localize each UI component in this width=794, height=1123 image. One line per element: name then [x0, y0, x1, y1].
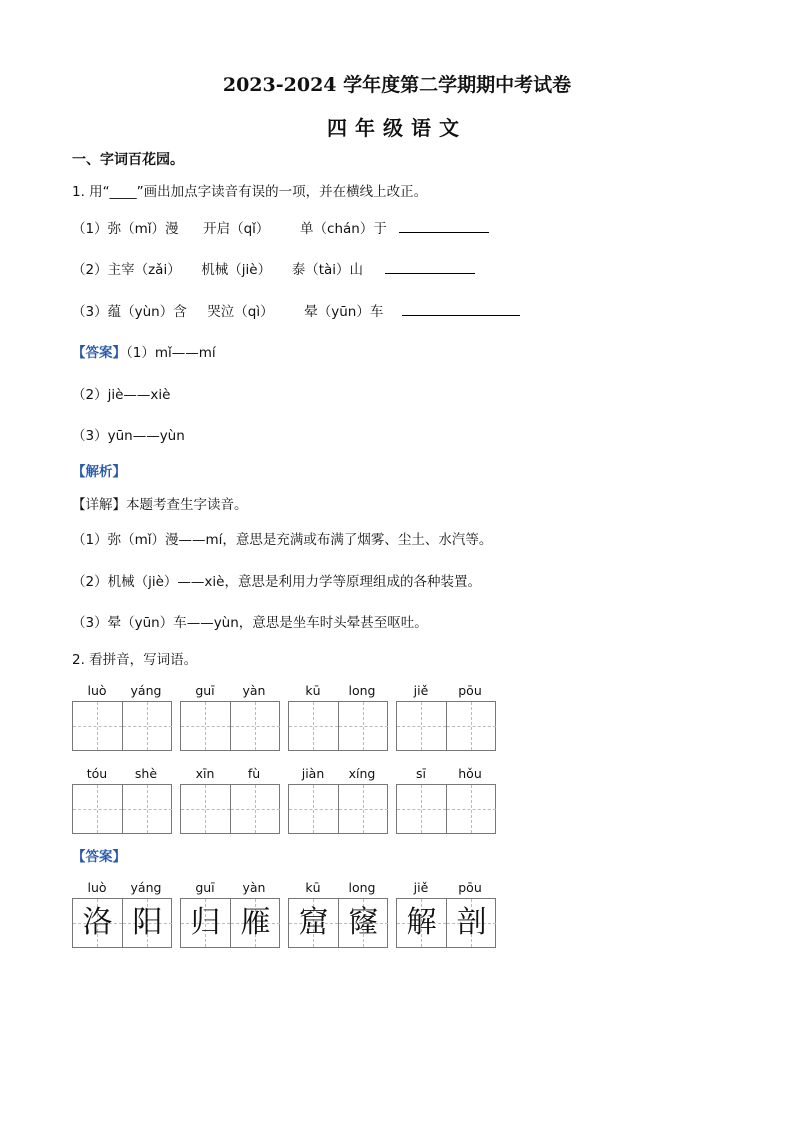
guide-line-vertical: [147, 702, 148, 750]
writing-box[interactable]: [72, 701, 172, 751]
detail-text: 本题考查生字读音。: [126, 497, 248, 513]
guide-line-vertical: [471, 702, 472, 750]
pinyin-label: tóu: [86, 766, 108, 781]
guide-line-vertical: [255, 702, 256, 750]
guide-line-vertical: [205, 702, 206, 750]
q1-item-2-a: （2）主宰（zǎi）: [72, 262, 181, 278]
writing-box: [288, 898, 388, 948]
tianzige-cell: [289, 899, 338, 947]
writing-box[interactable]: [396, 701, 496, 751]
writing-box: [396, 898, 496, 948]
pinyin-label: yáng: [130, 880, 162, 895]
answer-character: 窟: [298, 905, 329, 940]
q1-item-3: [72, 303, 520, 321]
q1-prompt: 1. 用“____”画出加点字读音有误的一项，并在横线上改正。: [72, 184, 428, 200]
writing-box[interactable]: [396, 784, 496, 834]
exam-subtitle: 四年级语文: [327, 116, 467, 140]
writing-box[interactable]: [72, 784, 172, 834]
tianzige-cell[interactable]: [446, 702, 496, 750]
writing-box[interactable]: [180, 701, 280, 751]
answer-character: 解: [406, 905, 437, 940]
tianzige-cell[interactable]: [338, 785, 388, 833]
guide-line-vertical: [471, 785, 472, 833]
tianzige-cell[interactable]: [289, 702, 338, 750]
q1-item-2-b: 机械（jiè）: [201, 262, 272, 278]
tianzige-cell: [446, 899, 496, 947]
answer-blank[interactable]: [385, 261, 475, 274]
q1-answer-1: （1）mǐ——mí: [126, 345, 216, 361]
q1-item-2: [72, 261, 475, 279]
writing-box: [180, 898, 280, 948]
pinyin-label: guī: [195, 880, 215, 895]
pinyin-label: fù: [247, 766, 261, 781]
exam-title: 2023-2024 学年度第二学期期中考试卷: [222, 74, 572, 96]
tianzige-cell[interactable]: [446, 785, 496, 833]
tianzige-cell[interactable]: [397, 785, 446, 833]
answer-blank[interactable]: [402, 303, 520, 316]
guide-line-vertical: [255, 785, 256, 833]
q1-item-3-c: 晕（yūn）车: [304, 304, 384, 320]
tianzige-cell[interactable]: [122, 785, 172, 833]
pinyin-label: pōu: [458, 880, 482, 895]
pinyin-label: luò: [87, 880, 107, 895]
answer-character: 阳: [132, 905, 163, 940]
answer-character: 窿: [348, 905, 379, 940]
pinyin-label: long: [348, 683, 376, 698]
answer-tag: 【答案】: [72, 345, 126, 361]
guide-line-vertical: [313, 702, 314, 750]
tianzige-cell[interactable]: [230, 785, 280, 833]
pinyin-label: guī: [195, 683, 215, 698]
detail-line: [72, 496, 248, 514]
pinyin-label: luò: [87, 683, 107, 698]
answer-character: 洛: [82, 905, 113, 940]
tianzige-cell: [122, 899, 172, 947]
pinyin-label: kū: [305, 880, 321, 895]
pinyin-label: jiě: [413, 683, 429, 698]
answer-blank[interactable]: [399, 220, 489, 233]
guide-line-vertical: [313, 785, 314, 833]
analysis-tag: 【解析】: [72, 464, 126, 480]
answer-character: 归: [190, 905, 221, 940]
q1-item-1-b: 开启（qǐ）: [203, 221, 270, 237]
tianzige-cell[interactable]: [181, 785, 230, 833]
pinyin-label: xīn: [195, 766, 215, 781]
explanation-1: （1）弥（mǐ）漫——mí，意思是充满或布满了烟雾、尘土、水汽等。: [72, 532, 493, 548]
guide-line-vertical: [421, 702, 422, 750]
tianzige-cell: [181, 899, 230, 947]
tianzige-cell: [338, 899, 388, 947]
pinyin-label: shè: [134, 766, 158, 781]
q1-item-1: [72, 220, 489, 238]
q1-item-3-b: 哭泣（qì）: [207, 304, 274, 320]
pinyin-label: yàn: [242, 880, 266, 895]
writing-box[interactable]: [180, 784, 280, 834]
tianzige-cell[interactable]: [181, 702, 230, 750]
pinyin-label: xíng: [348, 766, 376, 781]
tianzige-cell[interactable]: [397, 702, 446, 750]
q1-item-1-a: （1）弥（mǐ）漫: [72, 221, 179, 237]
explanation-3: （3）晕（yūn）车——yùn，意思是坐车时头晕甚至呕吐。: [72, 615, 428, 631]
tianzige-cell[interactable]: [73, 785, 122, 833]
guide-line-vertical: [363, 785, 364, 833]
tianzige-cell[interactable]: [230, 702, 280, 750]
writing-box: [72, 898, 172, 948]
explanation-2: （2）机械（jiè）——xiè，意思是利用力学等原理组成的各种装置。: [72, 574, 481, 590]
guide-line-vertical: [97, 702, 98, 750]
answer-character: 雁: [240, 905, 271, 940]
guide-line-vertical: [363, 702, 364, 750]
tianzige-cell[interactable]: [122, 702, 172, 750]
q2-prompt: 2. 看拼音，写词语。: [72, 652, 198, 668]
pinyin-label: yáng: [130, 683, 162, 698]
answer-character: 剖: [456, 905, 487, 940]
guide-line-vertical: [205, 785, 206, 833]
q1-answer-line-1: [72, 344, 216, 362]
q1-item-1-c: 单（chán）于: [300, 221, 387, 237]
guide-line-vertical: [421, 785, 422, 833]
q1-item-2-c: 泰（tài）山: [291, 262, 364, 278]
tianzige-cell[interactable]: [73, 702, 122, 750]
pinyin-label: kū: [305, 683, 321, 698]
pinyin-label: hǒu: [458, 766, 482, 781]
pinyin-label: jiě: [413, 880, 429, 895]
q2-answer-tag: 【答案】: [72, 849, 126, 865]
tianzige-cell: [397, 899, 446, 947]
tianzige-cell: [230, 899, 280, 947]
q1-item-3-a: （3）蕴（yùn）含: [72, 304, 187, 320]
tianzige-cell[interactable]: [338, 702, 388, 750]
q1-answer-3: （3）yūn——yùn: [72, 428, 185, 444]
section-heading: 一、字词百花园。: [72, 152, 184, 168]
pinyin-label: jiàn: [301, 766, 325, 781]
writing-box[interactable]: [288, 784, 388, 834]
detail-tag: 【详解】: [72, 497, 126, 513]
writing-box[interactable]: [288, 701, 388, 751]
guide-line-vertical: [147, 785, 148, 833]
tianzige-cell: [73, 899, 122, 947]
q1-answer-2: （2）jiè——xiè: [72, 387, 171, 403]
pinyin-label: yàn: [242, 683, 266, 698]
pinyin-label: long: [348, 880, 376, 895]
pinyin-label: pōu: [458, 683, 482, 698]
pinyin-label: sī: [416, 766, 426, 781]
tianzige-cell[interactable]: [289, 785, 338, 833]
guide-line-vertical: [97, 785, 98, 833]
